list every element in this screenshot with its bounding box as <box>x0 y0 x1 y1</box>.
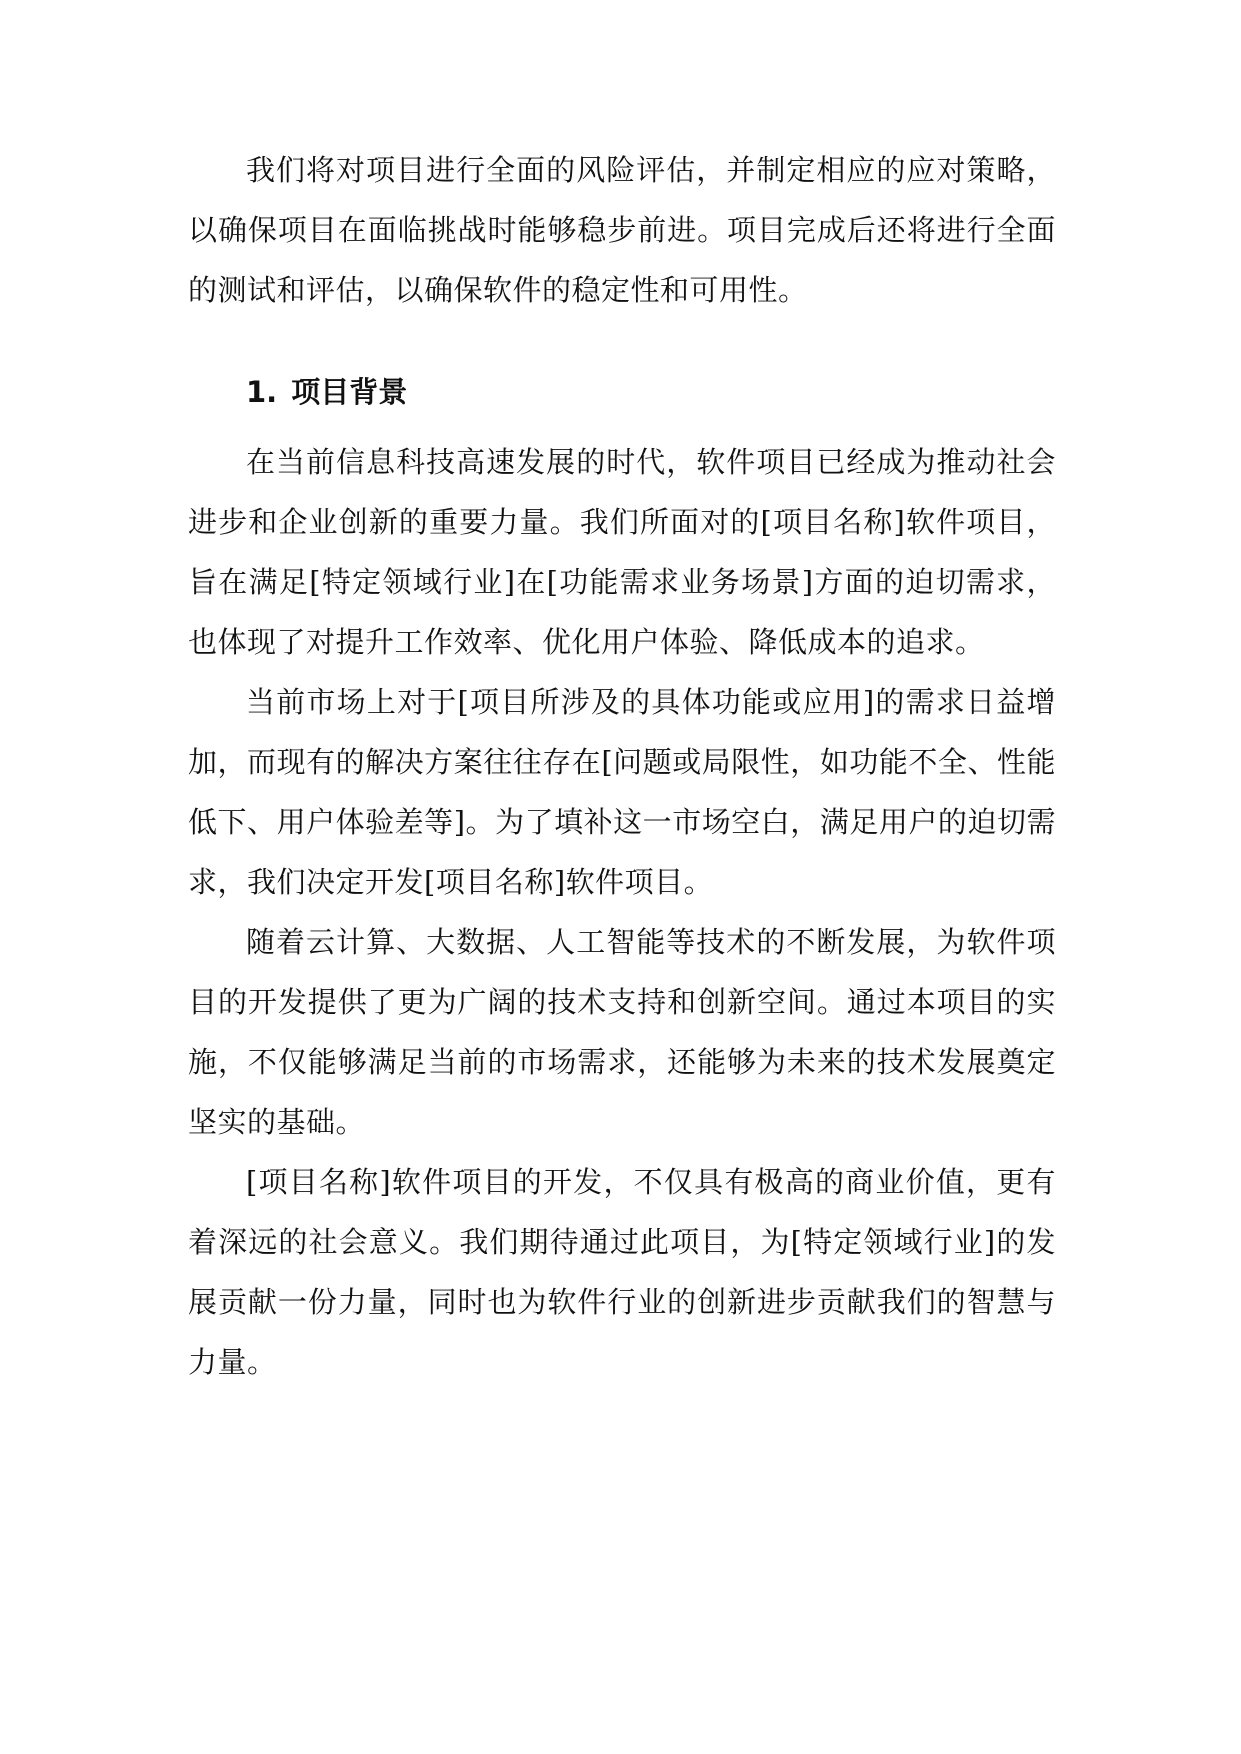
body-paragraph: [项目名称]软件项目的开发，不仅具有极高的商业价值，更有着深远的社会意义。我们期待通过此项目，为[特定领域行业]的发展贡献一份力量，同时也为软件行业的创新进步贡献我们的智慧与力量。 <box>188 1165 1056 1379</box>
document-body <box>188 140 1056 1392</box>
body-paragraph: 随着云计算、大数据、人工智能等技术的不断发展，为软件项目的开发提供了更为广阔的技术支持和创新空间。通过本项目的实施，不仅能够满足当前的市场需求，还能够为未来的技术发展奠定坚实的基础。 <box>188 925 1056 1139</box>
body-paragraph: 当前市场上对于[项目所涉及的具体功能或应用]的需求日益增加，而现有的解决方案往往存在[问题或局限性，如功能不全、性能低下、用户体验差等]。为了填补这一市场空白，满足用户的迫切需求，我们决定开发[项目名称]软件项目。 <box>188 685 1056 899</box>
section-heading <box>188 362 1056 422</box>
section-number: 1. <box>246 375 278 409</box>
intro-paragraph: 我们将对项目进行全面的风险评估，并制定相应的应对策略，以确保项目在面临挑战时能够稳步前进。项目完成后还将进行全面的测试和评估，以确保软件的稳定性和可用性。 <box>188 153 1056 307</box>
section-title: 项目背景 <box>291 375 408 409</box>
body-paragraph: 在当前信息科技高速发展的时代，软件项目已经成为推动社会进步和企业创新的重要力量。我们所面对的[项目名称]软件项目，旨在满足[特定领域行业]在[功能需求业务场景]方面的迫切需求，也体现了对提升工作效率、优化用户体验、降低成本的追求。 <box>188 445 1056 659</box>
